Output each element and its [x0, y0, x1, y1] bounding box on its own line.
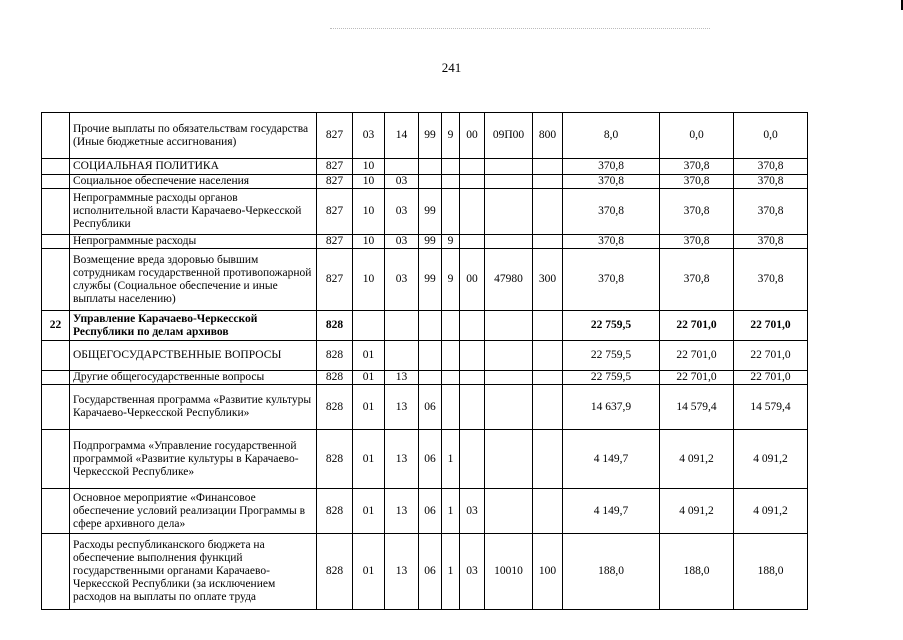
program-code [419, 371, 442, 385]
table-row [42, 371, 808, 385]
row-name: Непрограммные расходы [70, 235, 317, 249]
row-name: Прочие выплаты по обязательствам государства (Иные бюджетные ассигнования) [70, 113, 317, 159]
amount-1: 370,8 [563, 159, 660, 175]
subprogram-code [442, 189, 460, 235]
program-code [419, 311, 442, 341]
amount-1: 370,8 [563, 249, 660, 311]
event-code: 03 [460, 534, 485, 610]
pr-code: 13 [385, 489, 419, 534]
rz-code: 10 [353, 249, 385, 311]
ved-code: 828 [317, 489, 353, 534]
table-row [42, 235, 808, 249]
table-row [42, 311, 808, 341]
vr-code [533, 311, 563, 341]
subprogram-code: 1 [442, 489, 460, 534]
table-body [42, 113, 808, 610]
rz-code: 03 [353, 113, 385, 159]
amount-2: 188,0 [660, 534, 734, 610]
amount-3: 370,8 [734, 189, 808, 235]
amount-2: 370,8 [660, 235, 734, 249]
amount-1: 370,8 [563, 235, 660, 249]
table-row [42, 341, 808, 371]
amount-1: 370,8 [563, 175, 660, 189]
vr-code: 800 [533, 113, 563, 159]
table-row [42, 175, 808, 189]
ved-code: 828 [317, 311, 353, 341]
amount-1: 188,0 [563, 534, 660, 610]
table-row [42, 249, 808, 311]
event-code: 00 [460, 113, 485, 159]
rz-code: 10 [353, 235, 385, 249]
vr-code [533, 489, 563, 534]
event-code [460, 235, 485, 249]
amount-3: 370,8 [734, 235, 808, 249]
amount-1: 4 149,7 [563, 430, 660, 489]
program-code [419, 175, 442, 189]
amount-1: 370,8 [563, 189, 660, 235]
subprogram-code [442, 159, 460, 175]
row-number [42, 385, 70, 430]
amount-1: 14 637,9 [563, 385, 660, 430]
csr-code [485, 430, 533, 489]
row-number [42, 534, 70, 610]
rz-code [353, 311, 385, 341]
amount-3: 370,8 [734, 175, 808, 189]
program-code: 99 [419, 113, 442, 159]
amount-2: 370,8 [660, 189, 734, 235]
vr-code [533, 189, 563, 235]
program-code: 06 [419, 430, 442, 489]
subprogram-code: 9 [442, 235, 460, 249]
program-code [419, 159, 442, 175]
pr-code: 13 [385, 430, 419, 489]
row-name: Основное мероприятие «Финансовое обеспечение условий реализации Программы в сфере архивного дела» [70, 489, 317, 534]
scan-edge-mark [893, 0, 903, 10]
table-row [42, 159, 808, 175]
table-row [42, 534, 808, 610]
budget-table [41, 112, 808, 610]
csr-code [485, 371, 533, 385]
ved-code: 828 [317, 385, 353, 430]
csr-code [485, 489, 533, 534]
row-name: Возмещение вреда здоровью бывшим сотрудникам государственной противопожарной службы (Социальное обеспечение и иные выплаты населению) [70, 249, 317, 311]
row-number [42, 189, 70, 235]
event-code [460, 311, 485, 341]
ved-code: 827 [317, 235, 353, 249]
amount-2: 4 091,2 [660, 489, 734, 534]
row-number [42, 175, 70, 189]
amount-3: 4 091,2 [734, 430, 808, 489]
ved-code: 828 [317, 341, 353, 371]
amount-1: 22 759,5 [563, 311, 660, 341]
subprogram-code [442, 341, 460, 371]
subprogram-code [442, 371, 460, 385]
event-code [460, 341, 485, 371]
amount-3: 14 579,4 [734, 385, 808, 430]
ved-code: 827 [317, 249, 353, 311]
program-code: 06 [419, 385, 442, 430]
ved-code: 827 [317, 113, 353, 159]
table-row [42, 189, 808, 235]
csr-code [485, 311, 533, 341]
event-code [460, 189, 485, 235]
pr-code [385, 159, 419, 175]
csr-code: 47980 [485, 249, 533, 311]
amount-2: 370,8 [660, 249, 734, 311]
ved-code: 827 [317, 175, 353, 189]
vr-code [533, 341, 563, 371]
amount-2: 370,8 [660, 175, 734, 189]
table-row [42, 113, 808, 159]
table-row [42, 385, 808, 430]
row-name: СОЦИАЛЬНАЯ ПОЛИТИКА [70, 159, 317, 175]
row-number [42, 489, 70, 534]
row-number [42, 235, 70, 249]
rz-code: 01 [353, 430, 385, 489]
subprogram-code: 1 [442, 534, 460, 610]
amount-2: 370,8 [660, 159, 734, 175]
event-code: 03 [460, 489, 485, 534]
row-number [42, 249, 70, 311]
amount-2: 22 701,0 [660, 341, 734, 371]
program-code: 99 [419, 235, 442, 249]
pr-code: 03 [385, 189, 419, 235]
event-code [460, 371, 485, 385]
table-row [42, 489, 808, 534]
rz-code: 01 [353, 489, 385, 534]
vr-code [533, 371, 563, 385]
vr-code [533, 175, 563, 189]
row-name: Расходы республиканского бюджета на обеспечение выполнения функций государственными органами Карачаево-Черкесской Республики (за исключением расходов на выплаты по оплате труда [70, 534, 317, 610]
subprogram-code [442, 175, 460, 189]
pr-code: 13 [385, 385, 419, 430]
event-code [460, 430, 485, 489]
ved-code: 828 [317, 371, 353, 385]
pr-code [385, 311, 419, 341]
subprogram-code: 9 [442, 113, 460, 159]
csr-code [485, 189, 533, 235]
amount-3: 4 091,2 [734, 489, 808, 534]
ved-code: 827 [317, 159, 353, 175]
event-code [460, 175, 485, 189]
amount-3: 370,8 [734, 249, 808, 311]
amount-2: 22 701,0 [660, 311, 734, 341]
csr-code: 09П00 [485, 113, 533, 159]
csr-code [485, 175, 533, 189]
rz-code: 10 [353, 175, 385, 189]
vr-code: 300 [533, 249, 563, 311]
row-name: Государственная программа «Развитие культуры Карачаево-Черкесской Республики» [70, 385, 317, 430]
row-number [42, 371, 70, 385]
csr-code [485, 235, 533, 249]
ved-code: 828 [317, 430, 353, 489]
program-code: 99 [419, 189, 442, 235]
ved-code: 828 [317, 534, 353, 610]
scan-artifact-line [330, 28, 710, 29]
row-number: 22 [42, 311, 70, 341]
vr-code [533, 430, 563, 489]
subprogram-code [442, 385, 460, 430]
amount-1: 8,0 [563, 113, 660, 159]
vr-code [533, 235, 563, 249]
vr-code: 100 [533, 534, 563, 610]
subprogram-code [442, 311, 460, 341]
program-code: 06 [419, 489, 442, 534]
program-code: 99 [419, 249, 442, 311]
subprogram-code: 9 [442, 249, 460, 311]
vr-code [533, 159, 563, 175]
pr-code: 03 [385, 235, 419, 249]
amount-1: 4 149,7 [563, 489, 660, 534]
row-number [42, 341, 70, 371]
subprogram-code: 1 [442, 430, 460, 489]
amount-2: 22 701,0 [660, 371, 734, 385]
amount-3: 188,0 [734, 534, 808, 610]
pr-code: 03 [385, 249, 419, 311]
csr-code [485, 341, 533, 371]
amount-2: 4 091,2 [660, 430, 734, 489]
vr-code [533, 385, 563, 430]
csr-code [485, 159, 533, 175]
amount-1: 22 759,5 [563, 371, 660, 385]
amount-3: 22 701,0 [734, 371, 808, 385]
program-code [419, 341, 442, 371]
ved-code: 827 [317, 189, 353, 235]
row-name: Подпрограмма «Управление государственной программой «Развитие культуры в Карачаево-Черкесской Республике» [70, 430, 317, 489]
program-code: 06 [419, 534, 442, 610]
row-name: Управление Карачаево-Черкесской Республики по делам архивов [70, 311, 317, 341]
amount-3: 370,8 [734, 159, 808, 175]
pr-code [385, 341, 419, 371]
rz-code: 10 [353, 159, 385, 175]
rz-code: 01 [353, 534, 385, 610]
amount-2: 14 579,4 [660, 385, 734, 430]
rz-code: 01 [353, 385, 385, 430]
event-code [460, 159, 485, 175]
row-number [42, 159, 70, 175]
pr-code: 13 [385, 534, 419, 610]
table-row [42, 430, 808, 489]
amount-2: 0,0 [660, 113, 734, 159]
row-number [42, 430, 70, 489]
row-name: Непрограммные расходы органов исполнительной власти Карачаево-Черкесской Республики [70, 189, 317, 235]
row-name: Социальное обеспечение населения [70, 175, 317, 189]
rz-code: 10 [353, 189, 385, 235]
rz-code: 01 [353, 341, 385, 371]
page-number: 241 [441, 60, 462, 75]
csr-code: 10010 [485, 534, 533, 610]
row-name: Другие общегосударственные вопросы [70, 371, 317, 385]
csr-code [485, 385, 533, 430]
pr-code: 13 [385, 371, 419, 385]
amount-3: 0,0 [734, 113, 808, 159]
pr-code: 14 [385, 113, 419, 159]
amount-3: 22 701,0 [734, 311, 808, 341]
pr-code: 03 [385, 175, 419, 189]
event-code: 00 [460, 249, 485, 311]
rz-code: 01 [353, 371, 385, 385]
amount-3: 22 701,0 [734, 341, 808, 371]
row-number [42, 113, 70, 159]
row-name: ОБЩЕГОСУДАРСТВЕННЫЕ ВОПРОСЫ [70, 341, 317, 371]
amount-1: 22 759,5 [563, 341, 660, 371]
event-code [460, 385, 485, 430]
